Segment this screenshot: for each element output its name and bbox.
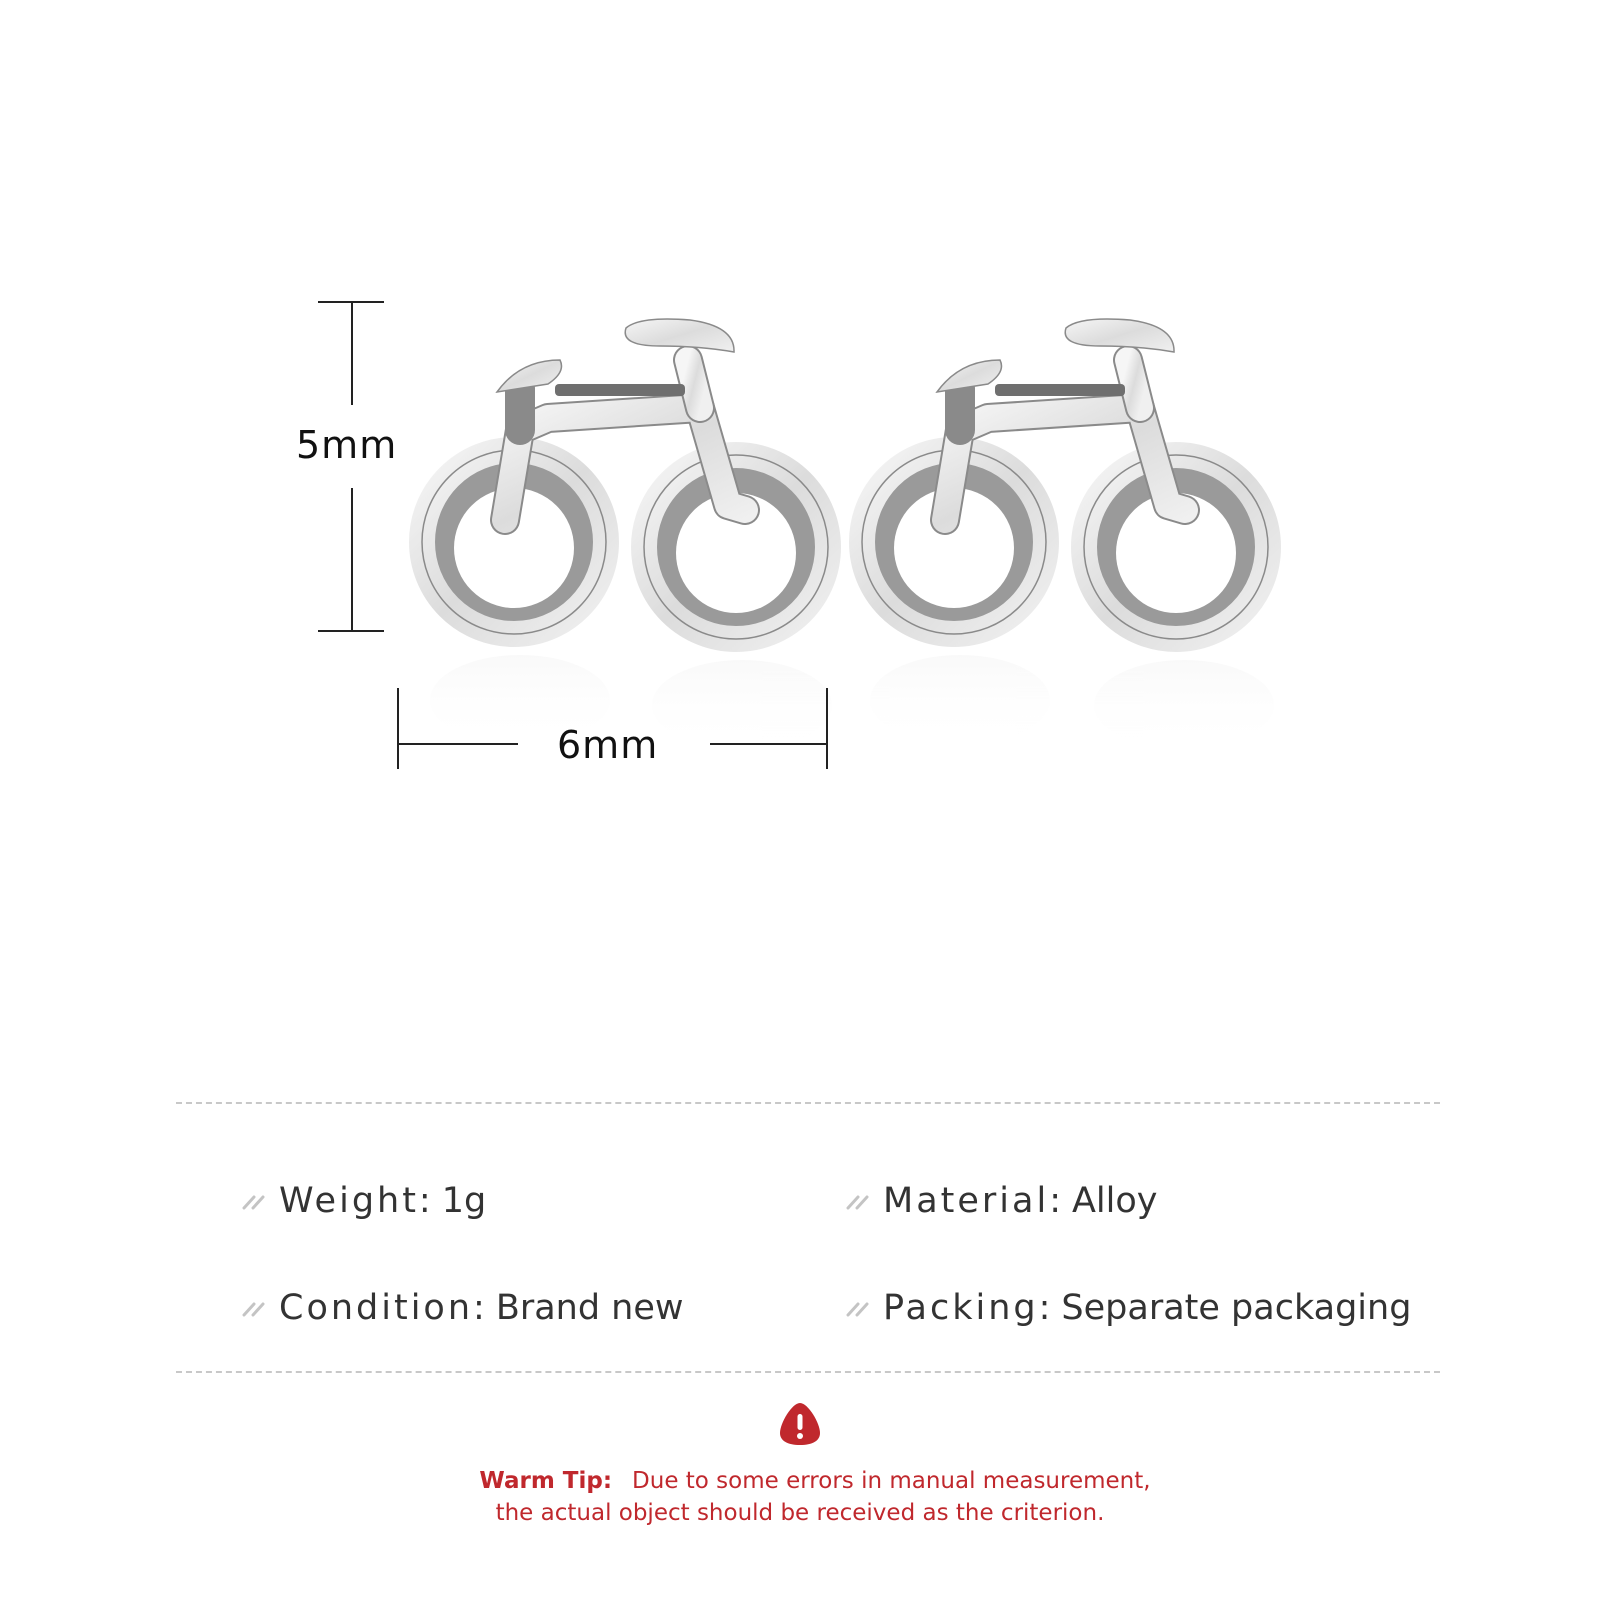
spec-weight-key: Weight: <box>279 1181 434 1221</box>
slash-mark-icon <box>241 1194 269 1210</box>
spec-packing-value: Separate packaging <box>1061 1288 1412 1328</box>
spec-condition-key: Condition: <box>279 1288 488 1328</box>
slash-mark-icon <box>845 1301 873 1317</box>
divider-top <box>176 1102 1440 1104</box>
warm-tip <box>0 1465 1600 1529</box>
divider-bottom <box>176 1371 1440 1373</box>
right-earring <box>862 319 1277 640</box>
warm-tip-text-1: Due to some errors in manual measurement, <box>632 1468 1151 1494</box>
spec-material-value: Alloy <box>1071 1181 1158 1221</box>
spec-material-key: Material: <box>883 1181 1064 1221</box>
warm-tip-line-1 <box>30 1465 1600 1497</box>
slash-mark-icon <box>241 1301 269 1317</box>
spec-material <box>845 1181 1158 1221</box>
height-label: 5mm <box>296 423 398 467</box>
warm-tip-line-2: the actual object should be received as the criterion. <box>495 1500 1105 1526</box>
width-label: 6mm <box>557 723 659 767</box>
spec-packing-key: Packing: <box>883 1288 1054 1328</box>
slash-mark-icon <box>845 1194 873 1210</box>
spec-condition <box>241 1288 684 1328</box>
warm-tip-label: Warm Tip: <box>479 1468 613 1494</box>
spec-condition-value: Brand new <box>495 1288 684 1328</box>
warning-exclamation-icon <box>778 1401 822 1447</box>
left-earring <box>422 319 837 640</box>
spec-weight <box>241 1181 487 1221</box>
spec-packing <box>845 1288 1412 1328</box>
spec-weight-value: 1g <box>441 1181 487 1221</box>
